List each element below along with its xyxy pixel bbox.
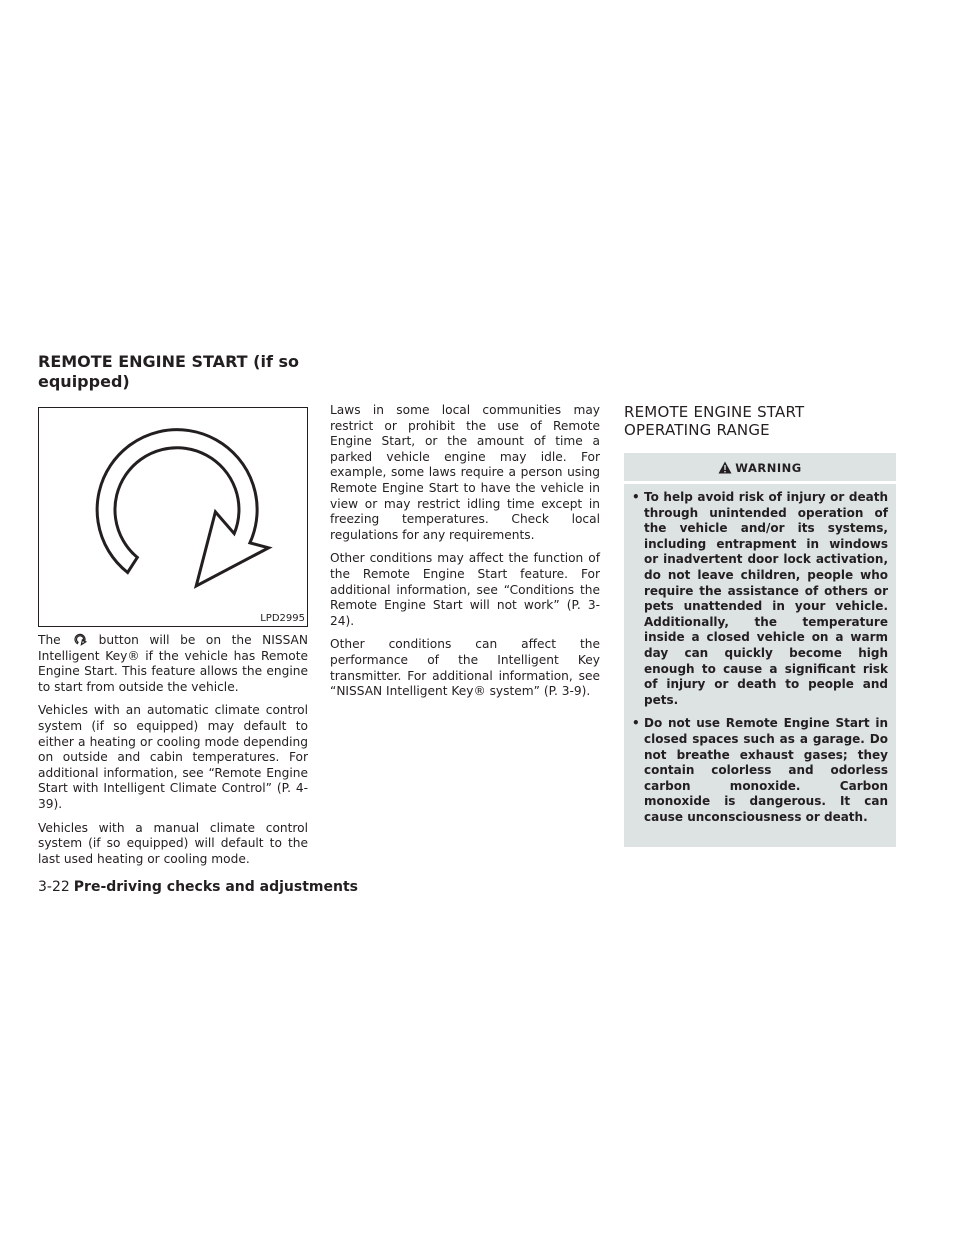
section-title-line1: REMOTE ENGINE START (if so (38, 352, 299, 371)
section-title-line2: equipped) (38, 372, 130, 391)
paragraph: Vehicles with an automatic climate control system (if so equipped) may default to either a heating or cooling mode depending on outside and cabin temperatures. For additional information, see “Remote Engine Start with Intelligent Climate Control” (P. 4-39). (38, 703, 308, 811)
paragraph: Laws in some local communities may restrict or prohibit the use of Remote Engine Start, or the amount of time a parked vehicle engine may idle. For example, some laws require a person using Remote Engine Start to have the vehicle in view or may restrict idling time except in freezing temperatures. Check local regulations for any requirements. (330, 403, 600, 542)
warning-list (624, 484, 896, 825)
remote-start-figure (38, 407, 308, 627)
section-title (38, 352, 299, 392)
paragraph: Vehicles with a manual climate control system (if so equipped) will default to the last used heating or cooling mode. (38, 820, 308, 866)
subsection-title-line1: REMOTE ENGINE START (624, 403, 805, 421)
warning-item (632, 490, 888, 708)
bullet: • (632, 490, 640, 504)
paragraph-text: The (38, 633, 61, 647)
page-footer (38, 878, 358, 896)
remote-start-arrow-icon (39, 408, 307, 626)
page-number: 3-22 (38, 879, 70, 895)
subsection-title (624, 403, 896, 439)
warning-item (632, 716, 888, 825)
paragraph-text: button will be on the NISSAN Intelligent Key® if the vehicle has Remote Engine Start. This feature allows the engine to start from outside the vehicle. (38, 633, 308, 694)
paragraph: Other conditions may affect the function of the Remote Engine Start feature. For additional information, see “Conditions the Remote Engine Start will not work” (P. 3-24). (330, 551, 600, 628)
warning-item-text: To help avoid risk of injury or death through unintended operation of the vehicle and/or its systems, including entrapment in windows or inadvertent door lock activation, do not leave children, people who require the assistance of others or pets unattended in your vehicle. Additionally, the temperature inside a closed vehicle on a warm day can quickly become high enough to cause a significant risk of injury or death to people and pets. (644, 490, 888, 707)
column-right (624, 403, 896, 847)
warning-box (624, 453, 896, 847)
column-middle (330, 403, 600, 708)
column-left (38, 403, 308, 875)
bullet: • (632, 716, 640, 731)
chapter-title: Pre-driving checks and adjustments (73, 879, 358, 895)
warning-label: WARNING (735, 461, 802, 475)
warning-header (624, 453, 896, 484)
warning-item-text: Do not use Remote Engine Start in closed spaces such as a garage. Do not breathe exhaust gases; they contain colorless and odorless carbon monoxide. Carbon monoxide is dangerous. It can cause unconsciousness or death. (644, 716, 888, 824)
warning-triangle-icon (718, 461, 732, 474)
figure-code: LPD2995 (260, 613, 305, 624)
remote-start-button-icon (61, 632, 99, 646)
paragraph (38, 632, 308, 695)
subsection-title-line2: OPERATING RANGE (624, 421, 770, 439)
paragraph: Other conditions can affect the performance of the Intelligent Key transmitter. For additional information, see “NISSAN Intelligent Key® system” (P. 3-9). (330, 637, 600, 699)
